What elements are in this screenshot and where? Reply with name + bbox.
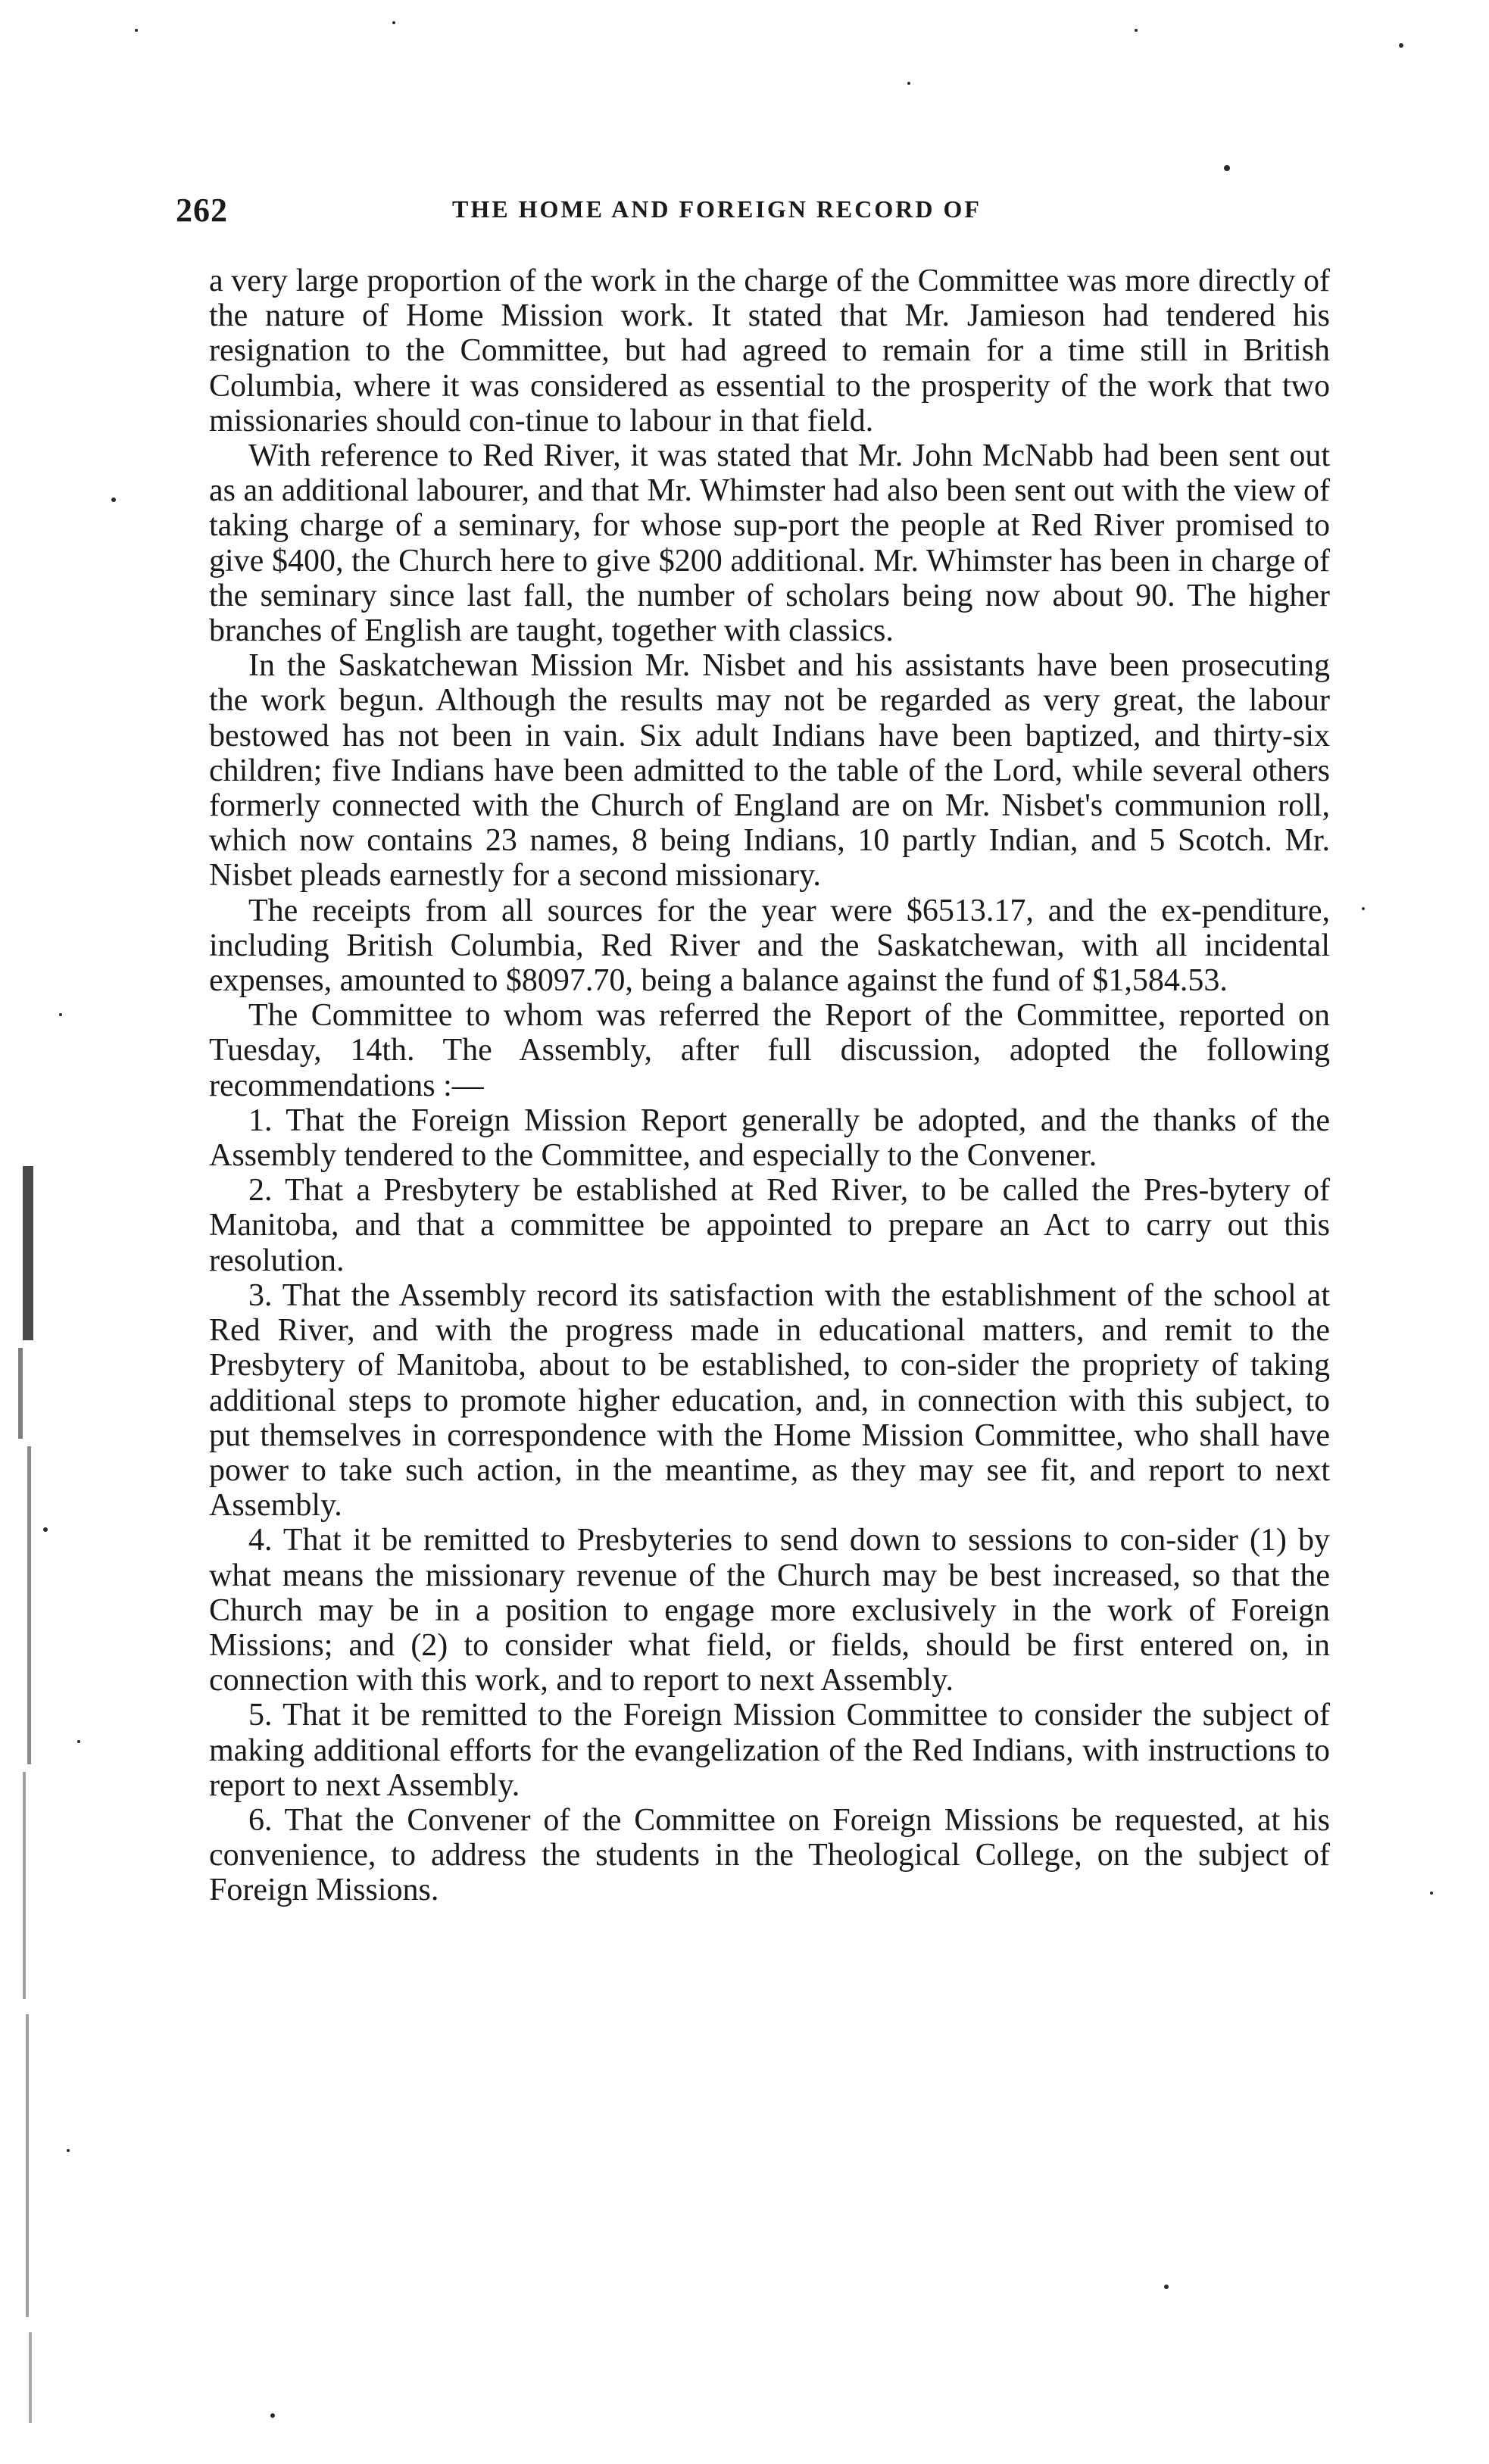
running-head: THE HOME AND FOREIGN RECORD OF <box>452 195 982 223</box>
page-header <box>176 191 1334 236</box>
paragraph: In the Saskatchewan Mission Mr. Nisbet and his assistants have been prosecuting the work begun. Although the results may not be regarded as very great, the labour bestowed has not been in vain. Six adult Indians have been baptized, and thirty-six children; five Indians have been admitted to the table of the Lord, while several others formerly connected with the Church of England are on Mr. Nisbet's communion roll, which now contains 23 names, 8 being Indians, 10 partly Indian, and 5 Scotch. Mr. Nisbet pleads earnestly for a second missionary. <box>209 648 1330 894</box>
paragraph: The receipts from all sources for the year were $6513.17, and the ex-penditure, including British Columbia, Red River and the Saskatchewan, with all incidental expenses, amounted to $8097.70, being a balance against the fund of $1,584.53. <box>209 893 1330 999</box>
paragraph: With reference to Red River, it was stated that Mr. John McNabb had been sent out as an additional labourer, and that Mr. Whimster had also been sent out with the view of taking charge of a seminary, for whose sup-port the people at Red River promised to give $400, the Church here to give $200 additional. Mr. Whimster has been in charge of the seminary since last fall, the number of scholars being now about 90. The higher branches of English are taught, together with classics. <box>209 438 1330 649</box>
paragraph: a very large proportion of the work in the charge of the Committee was more directly of the nature of Home Mission work. It stated that Mr. Jamieson had tendered his resignation to the Committee, but had agreed to remain for a time still in British Columbia, where it was considered as essential to the prosperity of the work that two missionaries should con-tinue to labour in that field. <box>209 264 1330 438</box>
page-number: 262 <box>176 192 228 229</box>
article-body <box>209 264 1330 1908</box>
recommendation-item: 2. That a Presbytery be established at Red River, to be called the Pres-bytery of Manitoba, and that a committee be appointed to prepare an Act to carry out this resolution. <box>209 1173 1330 1278</box>
recommendation-item: 5. That it be remitted to the Foreign Mission Committee to consider the subject of making additional efforts for the evangelization of the Red Indians, with instructions to report to next Assembly. <box>209 1698 1330 1803</box>
recommendation-item: 6. That the Convener of the Committee on Foreign Missions be requested, at his convenience, to address the students in the Theological College, on the subject of Foreign Missions. <box>209 1802 1330 1908</box>
recommendation-item: 1. That the Foreign Mission Report generally be adopted, and the thanks of the Assembly tendered to the Committee, and especially to the Convener. <box>209 1103 1330 1174</box>
recommendation-item: 3. That the Assembly record its satisfaction with the establishment of the school at Red River, and with the progress made in educational matters, and remit to the Presbytery of Manitoba, about to be established, to con-sider the propriety of taking additional steps to promote higher education, and, in connection with this subject, to put themselves in correspondence with the Home Mission Committee, who shall have power to take such action, in the meantime, as they may see fit, and report to next Assembly. <box>209 1277 1330 1524</box>
recommendation-item: 4. That it be remitted to Presbyteries to send down to sessions to con-sider (1) by what means the missionary revenue of the Church may be best increased, so that the Church may be in a position to engage more exclusively in the work of Foreign Missions; and (2) to consider what field, or fields, should be first entered on, in connection with this work, and to report to next Assembly. <box>209 1523 1330 1698</box>
paragraph: The Committee to whom was referred the Report of the Committee, reported on Tuesday, 14th. The Assembly, after full discussion, adopted the following recommendations :— <box>209 998 1330 1103</box>
